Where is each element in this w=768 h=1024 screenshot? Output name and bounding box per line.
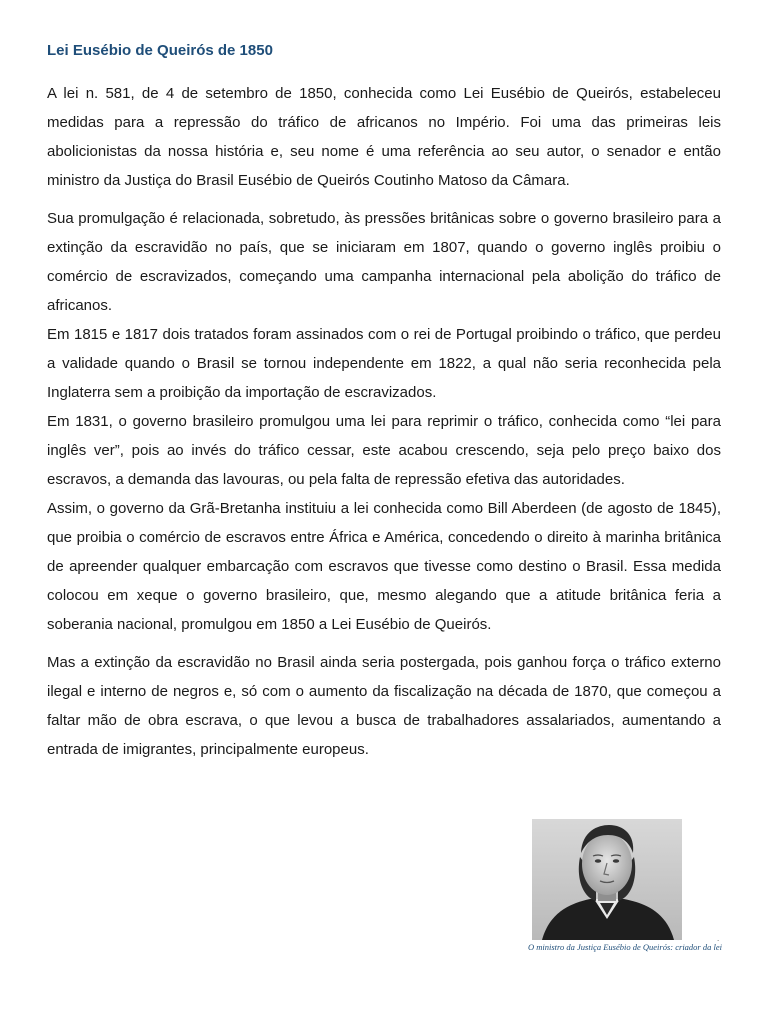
paragraph-intro: A lei n. 581, de 4 de setembro de 1850, conhecida como Lei Eusébio de Queirós, estabeleceu medidas para a repressão do tráfico de africanos no Império. Foi uma das primeiras leis abolicionistas da nossa história e, seu nome é uma referência ao seu autor, o senador e então ministro da Justiça do Brasil Eusébio de Queirós Coutinho Matoso da Câmara. — [47, 85, 721, 189]
portrait-image — [532, 819, 682, 940]
paragraph-bill-aberdeen: Assim, o governo da Grã-Bretanha instituiu a lei conhecida como Bill Aberdeen (de agosto de 1845), que proibia o comércio de escravos entre África e América, concedendo o direito à marinha britânica de apreender qualquer embarcação com escravos que tivesse como destino o Brasil. Essa medida colocou em xeque o governo brasileiro, que, mesmo alegando que a atitude britânica feria a soberania nacional, promulgou em 1850 a Lei Eusébio de Queirós. — [47, 500, 721, 633]
figure-caption: O ministro da Justiça Eusébio de Queirós: criador da lei — [528, 942, 722, 952]
document-title: Lei Eusébio de Queirós de 1850 — [47, 42, 273, 59]
paragraph-british-pressure: Sua promulgação é relacionada, sobretudo, às pressões britânicas sobre o governo brasileiro para a extinção da escravidão no país, que se iniciaram em 1807, quando o governo inglês proibiu o comércio de escravizados, começando uma campanha internacional pela abolição do tráfico de africanos. — [47, 210, 721, 314]
document-body — [47, 79, 721, 764]
paragraph-postponement: Mas a extinção da escravidão no Brasil ainda seria postergada, pois ganhou força o tráfico externo ilegal e interno de negros e, só com o aumento da fiscalização na década de 1870, que começou a faltar mão de obra escrava, o que levou a busca de trabalhadores assalariados, aumentando a entrada de imigrantes, principalmente europeus. — [47, 654, 721, 758]
portrait-illustration — [532, 819, 682, 940]
paragraph-1831-law: Em 1831, o governo brasileiro promulgou uma lei para reprimir o tráfico, conhecida como “lei para inglês ver”, pois ao invés do tráfico cessar, este acabou crescendo, seja pelo preço baixo dos escravos, a demanda das lavouras, ou pela falta de repressão efetiva das autoridades. — [47, 413, 721, 488]
figure-mark: . — [717, 934, 720, 943]
paragraph-treaties: Em 1815 e 1817 dois tratados foram assinados com o rei de Portugal proibindo o tráfico, que perdeu a validade quando o Brasil se tornou independente em 1822, a qual não seria reconhecida pela Inglaterra sem a proibição da importação de escravizados. — [47, 326, 721, 401]
